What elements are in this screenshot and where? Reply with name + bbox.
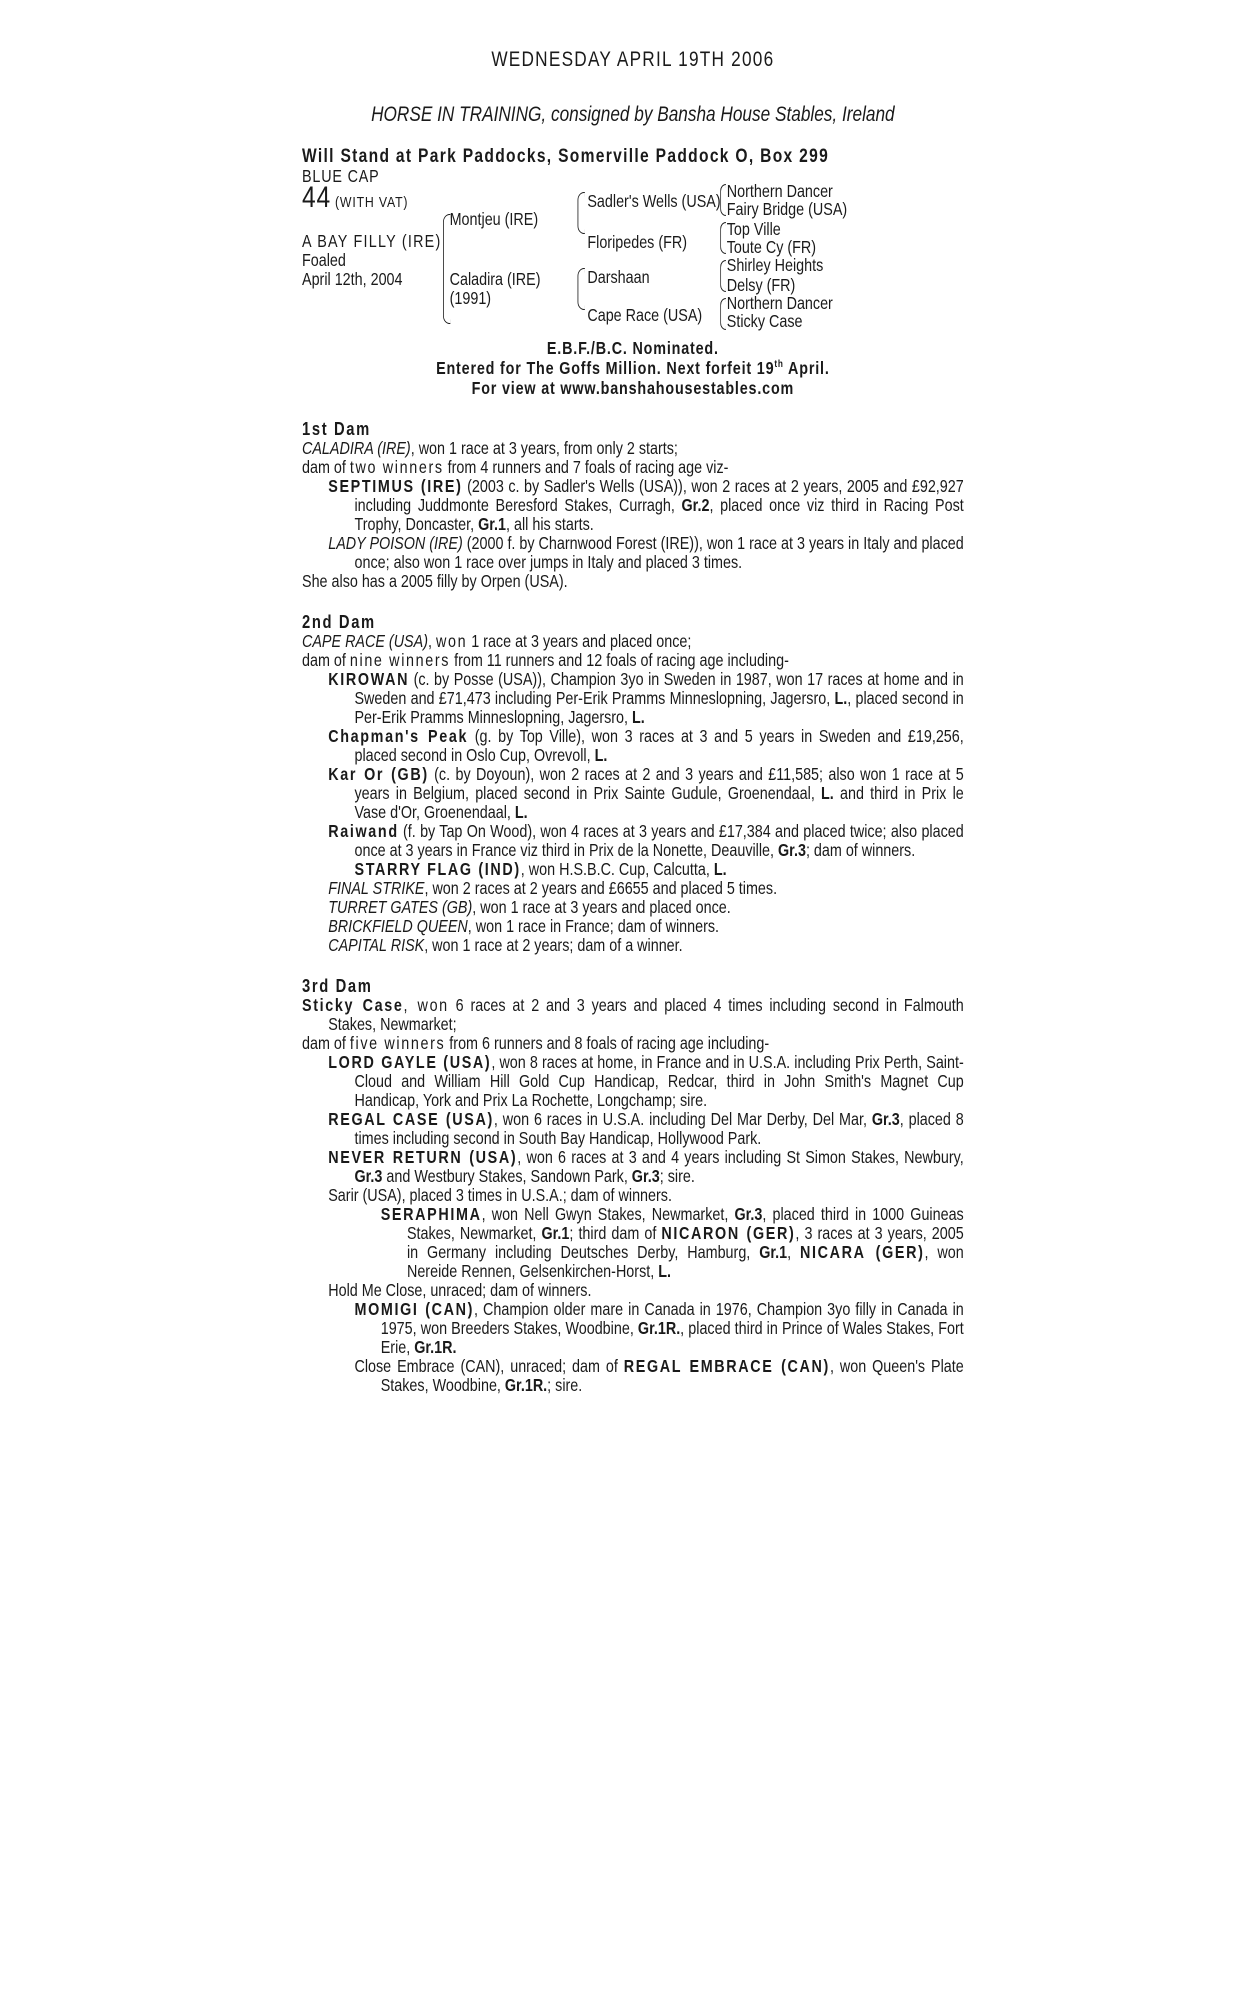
text: ; sire. (659, 1166, 695, 1186)
grade: L. (514, 802, 528, 822)
text: , placed third in 1000 Guineas Stakes, Newmarket, (406, 1204, 964, 1243)
sire-dam: Floripedes (FR) (587, 232, 688, 252)
produce-note: She also has a 2005 filly by Orpen (USA). (302, 571, 568, 591)
grade: Gr.1R. (414, 1337, 457, 1357)
text: ; third dam of (569, 1223, 662, 1243)
text: ; sire. (547, 1375, 583, 1395)
pedigree-gen3: Fairy Bridge (USA) (726, 199, 848, 219)
text: , won 1 race in France; dam of winners. (467, 916, 720, 936)
text: ; dam of winners. (805, 840, 916, 860)
produce-entry (302, 1357, 964, 1395)
text: , won 1 race at 2 years; dam of a winner. (424, 935, 683, 955)
produce-entry (302, 477, 964, 534)
produce-entry (302, 1205, 964, 1281)
horse-name: LORD GAYLE (USA) (328, 1052, 492, 1072)
horse-name: FINAL STRIKE (328, 878, 425, 898)
text: from 6 runners and 8 foals of racing age including- (445, 1033, 770, 1053)
produce-entry (302, 1053, 964, 1110)
horse-name: REGAL CASE (USA) (328, 1109, 494, 1129)
dam-name: Sticky Case (302, 995, 404, 1015)
section-heading: 1st Dam (302, 419, 371, 439)
text: , all his starts. (506, 514, 594, 534)
horse-name: NEVER RETURN (USA) (328, 1147, 518, 1167)
text: , won 6 races at 3 and 4 years including St Simon Stakes, Newbury, (517, 1147, 964, 1167)
horse-description: A BAY FILLY (IRE) (302, 231, 442, 251)
grade: Gr.1 (541, 1223, 570, 1243)
horse-name: LADY POISON (IRE) (328, 533, 463, 553)
second-dam-section (302, 613, 964, 955)
dam-sire: Darshaan (587, 267, 650, 287)
pedigree-gen3: Toute Cy (FR) (726, 237, 817, 257)
grade: L. (834, 688, 848, 708)
grade: Gr.1 (478, 514, 507, 534)
third-dam-section (302, 977, 964, 1395)
produce-entry: Hold Me Close, unraced; dam of winners. (328, 1280, 592, 1300)
produce-entry (302, 898, 964, 917)
text: , won Queen's Plate Stakes, Woodbine, (380, 1356, 964, 1395)
text: dam of (302, 650, 350, 670)
stand-location: Will Stand at Park Paddocks, Somerville Paddock O, Box 299 (302, 146, 830, 167)
section-heading: 2nd Dam (302, 612, 376, 632)
entry-note-tail: April. (783, 358, 830, 378)
winners-count: five winners (349, 1033, 446, 1053)
produce-entry (302, 534, 964, 572)
text: , placed third in Prince of Wales Stakes, Fort Erie, (380, 1318, 964, 1357)
section-heading: 3rd Dam (302, 976, 373, 996)
horse-name: CAPITAL RISK (328, 935, 425, 955)
horse-name: KIROWAN (328, 669, 410, 689)
pedigree-gen3: Top Ville (726, 219, 781, 239)
pedigree-brace (578, 192, 585, 234)
foaled-label: Foaled (302, 250, 346, 270)
horse-name: SERAPHIMA (380, 1204, 482, 1224)
text: (2003 c. by Sadler's Wells (USA)), won 2 races at 2 years, 2005 and £92,927 including Juddmonte Beresford Stakes, Curragh, (354, 476, 964, 515)
horse-name: TURRET GATES (GB) (328, 897, 473, 917)
text: , 3 races at 3 years, 2005 in Germany including Deutsches Derby, Hamburg, (406, 1223, 964, 1262)
produce-entry (302, 917, 964, 936)
text: , won Nereide Rennen, Gelsenkirchen-Horst, (406, 1242, 964, 1281)
dam-produce (302, 458, 964, 477)
winners-count: nine winners (349, 650, 451, 670)
consignment-line: HORSE IN TRAINING, consigned by Bansha House Stables, Ireland (371, 103, 895, 126)
produce-entry (302, 670, 964, 727)
winners-count: two winners (349, 457, 444, 477)
pedigree-brace (720, 260, 726, 292)
text: won (435, 631, 468, 651)
vat-note: (WITH VAT) (335, 194, 409, 211)
foaled-date: April 12th, 2004 (302, 269, 403, 289)
pedigree-gen3: Shirley Heights (726, 255, 824, 275)
horse-name: Raiwand (328, 821, 399, 841)
produce-entry (302, 1148, 964, 1186)
dam-dam: Cape Race (USA) (587, 305, 703, 325)
horse-name: SEPTIMUS (IRE) (328, 476, 463, 496)
text: from 11 runners and 12 foals of racing age including- (450, 650, 789, 670)
pedigree-brace (720, 184, 726, 216)
pedigree-block (302, 181, 964, 338)
dam-record: , won 1 race at 3 years, from only 2 starts; (410, 438, 678, 458)
text: , won Nell Gwyn Stakes, Newmarket, (481, 1204, 735, 1224)
sire-sire: Sadler's Wells (USA) (587, 191, 721, 211)
produce-entry (302, 879, 964, 898)
grade: L. (658, 1261, 671, 1281)
entry-note (302, 358, 964, 378)
pedigree-gen3: Northern Dancer (726, 293, 833, 313)
produce-entry (302, 1110, 964, 1148)
grade: Gr.3 (778, 840, 806, 860)
dam-name: CAPE RACE (USA) (302, 631, 428, 651)
dam-year: (1991) (449, 288, 492, 308)
text: and third in Prix le Vase d'Or, Groenendaal, (354, 783, 964, 822)
text: (c. by Doyoun), won 2 races at 2 and 3 years and £11,585; also won 1 race at 5 years in Belgium, placed second in Prix Sainte Gudule, Groenendaal, (354, 764, 964, 803)
grade: L. (821, 783, 834, 803)
produce-entry (302, 936, 964, 955)
text: (g. by Top Ville), won 3 races at 3 and 5 years in Sweden and £19,256, placed second in Oslo Cup, Ovrevoll, (354, 726, 964, 765)
text: , placed 8 times including second in South Bay Handicap, Hollywood Park. (354, 1109, 964, 1148)
text: (c. by Posse (USA)), Champion 3yo in Sweden in 1987, won 17 races at home and in Sweden and £71,473 including Per-Erik Pramms Minneslopning, Jagersro, (354, 669, 964, 708)
dam-record: 6 races at 2 and 3 years and placed 4 times including second in Falmouth Stakes, Newmarket; (328, 995, 964, 1034)
dam-name: CALADIRA (IRE) (302, 438, 411, 458)
text: and Westbury Stakes, Sandown Park, (382, 1166, 632, 1186)
horse-name: REGAL EMBRACE (CAN) (623, 1356, 830, 1376)
pedigree-gen3: Delsy (FR) (726, 275, 796, 295)
text: , won 2 races at 2 years and £6655 and placed 5 times. (424, 878, 778, 898)
lot-number: 44 (302, 181, 332, 214)
text: , won H.S.B.C. Cup, Calcutta, (520, 859, 714, 879)
grade: Gr.3 (631, 1166, 660, 1186)
entry-note-sup: th (774, 359, 784, 371)
horse-name: Chapman's Peak (328, 726, 469, 746)
produce-entry (302, 860, 964, 879)
sale-date: WEDNESDAY APRIL 19TH 2006 (491, 48, 775, 71)
dam-summary (302, 996, 964, 1034)
pedigree-gen3: Northern Dancer (726, 181, 833, 201)
viewing-note: For view at www.banshahousestables.com (471, 378, 795, 398)
catalogue-entry (302, 48, 964, 1395)
pedigree-brace (720, 222, 726, 254)
dam-record: 1 race at 3 years and placed once; (467, 631, 692, 651)
produce-entry (302, 727, 964, 765)
dam-summary (302, 439, 964, 458)
dam-produce (302, 1034, 964, 1053)
text: , won 8 races at home, in France and in U.S.A. including Prix Perth, Saint-Cloud and William Hill Gold Cup Handicap, Redcar, third in John Smith's Magnet Cup Handicap, York and Prix La Rochette, Longchamp; sire. (354, 1052, 964, 1110)
first-dam-section (302, 420, 964, 591)
text: from 4 runners and 7 foals of racing age viz- (443, 457, 729, 477)
horse-name: BRICKFIELD QUEEN (328, 916, 468, 936)
text: , placed once viz third in Racing Post Trophy, Doncaster, (354, 495, 964, 534)
horse-name: NICARA (GER) (800, 1242, 925, 1262)
grade: Gr.3 (871, 1109, 900, 1129)
grade: Gr.1R. (637, 1318, 681, 1338)
text: , placed second in Per-Erik Pramms Minneslopning, Jagersro, (354, 688, 964, 727)
text: , Champion older mare in Canada in 1976, Champion 3yo filly in Canada in 1975, won Breeders Stakes, Woodbine, (380, 1299, 964, 1338)
entry-notes (302, 338, 964, 398)
entry-note-text: Entered for The Goffs Million. Next forfeit 19 (436, 358, 775, 378)
grade: L. (632, 707, 645, 727)
text: dam of (302, 457, 350, 477)
text: Close Embrace (CAN), unraced; dam of (354, 1356, 624, 1376)
produce-entry (302, 765, 964, 822)
dam-summary: CAPE RACE (USA), won 1 race at 3 years and placed once; (302, 631, 692, 651)
cap-colour: BLUE CAP (302, 166, 380, 186)
nomination-note: E.B.F./B.C. Nominated. (546, 338, 719, 358)
text: , won 1 race at 3 years and placed once. (472, 897, 731, 917)
horse-name: STARRY FLAG (IND) (354, 859, 521, 879)
text: (f. by Tap On Wood), won 4 races at 3 years and £17,384 and placed twice; also placed once at 3 years in France viz third in Prix de la Nonette, Deauville, (354, 821, 964, 860)
sire-name: Montjeu (IRE) (449, 209, 539, 229)
text: (2000 f. by Charnwood Forest (IRE)), won 1 race at 3 years in Italy and placed once; also won 1 race over jumps in Italy and placed 3 times. (354, 533, 964, 572)
pedigree-gen3: Sticky Case (726, 311, 803, 331)
grade: Gr.2 (681, 495, 710, 515)
horse-name: MOMIGI (CAN) (354, 1299, 475, 1319)
text: dam of (302, 1033, 350, 1053)
produce-entry (302, 1300, 964, 1357)
produce-entry (302, 822, 964, 860)
lot-number-group (302, 181, 409, 214)
horse-name: NICARON (GER) (661, 1223, 796, 1243)
grade: L. (713, 859, 727, 879)
grade: L. (594, 745, 608, 765)
text: , (787, 1242, 801, 1262)
text: , won 6 races in U.S.A. including Del Mar Derby, Del Mar, (493, 1109, 872, 1129)
pedigree-brace (720, 298, 726, 330)
text: , won (403, 995, 449, 1015)
horse-name: Kar Or (GB) (328, 764, 429, 784)
dam-name: Caladira (IRE) (449, 269, 541, 289)
grade: Gr.1 (759, 1242, 788, 1262)
grade: Gr.1R. (504, 1375, 548, 1395)
dam-produce (302, 651, 964, 670)
pedigree-brace (578, 268, 585, 310)
grade: Gr.3 (354, 1166, 383, 1186)
grade: Gr.3 (734, 1204, 763, 1224)
produce-entry: Sarir (USA), placed 3 times in U.S.A.; dam of winners. (328, 1185, 672, 1205)
